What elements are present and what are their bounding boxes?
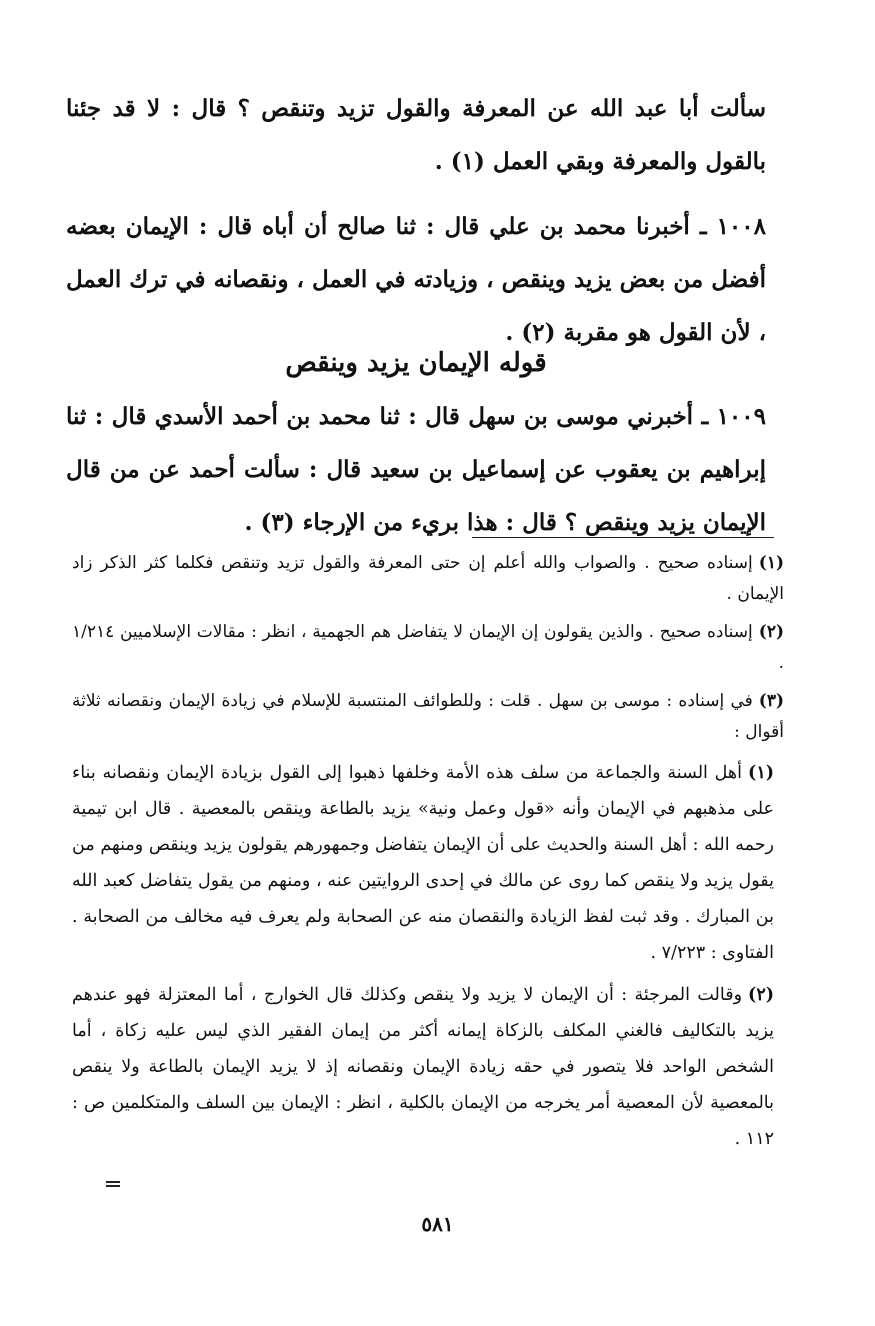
footnote-separator — [472, 537, 774, 538]
footnote-1-text: إسناده صحيح . والصواب والله أعلم إن حتى المعرفة والقول تزيد وتنقص فكلما كثر الذكر زاد الإيمان . — [72, 553, 784, 604]
footnote-3-subitems — [72, 755, 774, 1157]
footnote-3-number: (٣) — [758, 691, 784, 711]
paragraph-continuation: سألت أبا عبد الله عن المعرفة والقول تزيد وتنقص ؟ قال : لا قد جئنا بالقول والمعرفة وبقي العمل (١) . — [66, 95, 766, 175]
footnote-2-text: إسناده صحيح . والذين يقولون إن الإيمان لا يتفاضل هم الجهمية ، انظر : مقالات الإسلاميين ١/٢١٤ . — [72, 622, 784, 673]
main-text-lower — [66, 390, 766, 549]
footnote-2 — [72, 617, 784, 679]
footnote-1 — [72, 548, 784, 610]
subitem-2-text: وقالت المرجئة : أن الإيمان لا يزيد ولا ينقص وكذلك قال الخوارج ، أما المعتزلة فهو عندهم يزيد بالتكاليف فالغني المكلف بالزكاة إيمانه أكثر من إيمان الفقير الذي ليس عليه زكاة ، أما الشخص الواحد فلا يتصور في حقه زيادة الإيمان ونقصانه إذ لا يزيد الإيمان بالطاعة ولا ينقص بالمعصية لأن المعصية أمر يخرجه من الإيمان بالكلية ، انظر : الإيمان بين السلف والمتكلمين ص : ١١٢ . — [72, 985, 774, 1149]
footnote-2-number: (٢) — [758, 622, 784, 642]
subitem-2-number: (٢) — [748, 985, 774, 1005]
main-text-upper — [66, 82, 766, 359]
subitem-1-number: (١) — [748, 763, 774, 783]
narration-1008: ١٠٠٨ ـ أخبرنا محمد بن علي قال : ثنا صالح أن أباه قال : الإيمان بعضه أفضل من بعض يزيد وينقص ، وزيادته في العمل ، ونقصانه في ترك العمل ، لأن القول هو مقربة (٢) . — [66, 213, 766, 346]
footnote-3-subitem-1 — [72, 755, 774, 971]
page-number: ٥٨١ — [421, 1212, 454, 1236]
narration-1009: ١٠٠٩ ـ أخبرني موسى بن سهل قال : ثنا محمد بن أحمد الأسدي قال : ثنا إبراهيم بن يعقوب عن إسماعيل بن سعيد قال : سألت أحمد عن من قال الإيمان يزيد وينقص ؟ قال : هذا بريء من الإرجاء (٣) . — [66, 403, 766, 536]
footnote-3-text: في إسناده : موسى بن سهل . قلت : وللطوائف المنتسبة للإسلام في زيادة الإيمان ونقصانه ثلاثة أقوال : — [72, 691, 784, 742]
footnote-3-subitem-2 — [72, 977, 774, 1157]
subitem-1-text: أهل السنة والجماعة من سلف هذه الأمة وخلفها ذهبوا إلى القول بزيادة الإيمان ونقصانه بناء على مذهبهم في الإيمان وأنه «قول وعمل ونية» يزيد بالطاعة وينقص بالمعصية . قال ابن تيمية رحمه الله : أهل السنة والحديث على أن الإيمان يتفاضل وجمهورهم يقولون يزيد وينقص ومنهم من يقول يزيد ولا ينقص كما روى عن مالك في إحدى الروايتين عنه ، ومنهم من يقول يتفاضل كعبد الله بن المبارك . وقد ثبت لفظ الزيادة والنقصان منه عن الصحابة ولم يعرف فيه مخالف من الصحابة . الفتاوى : ٧/٢٢٣ . — [72, 763, 774, 963]
footnote-1-number: (١) — [758, 553, 784, 573]
section-heading: قوله الإيمان يزيد وينقص — [285, 348, 547, 378]
footnote-3 — [72, 686, 784, 748]
continuation-mark — [106, 1181, 120, 1187]
footnotes — [72, 548, 784, 1163]
